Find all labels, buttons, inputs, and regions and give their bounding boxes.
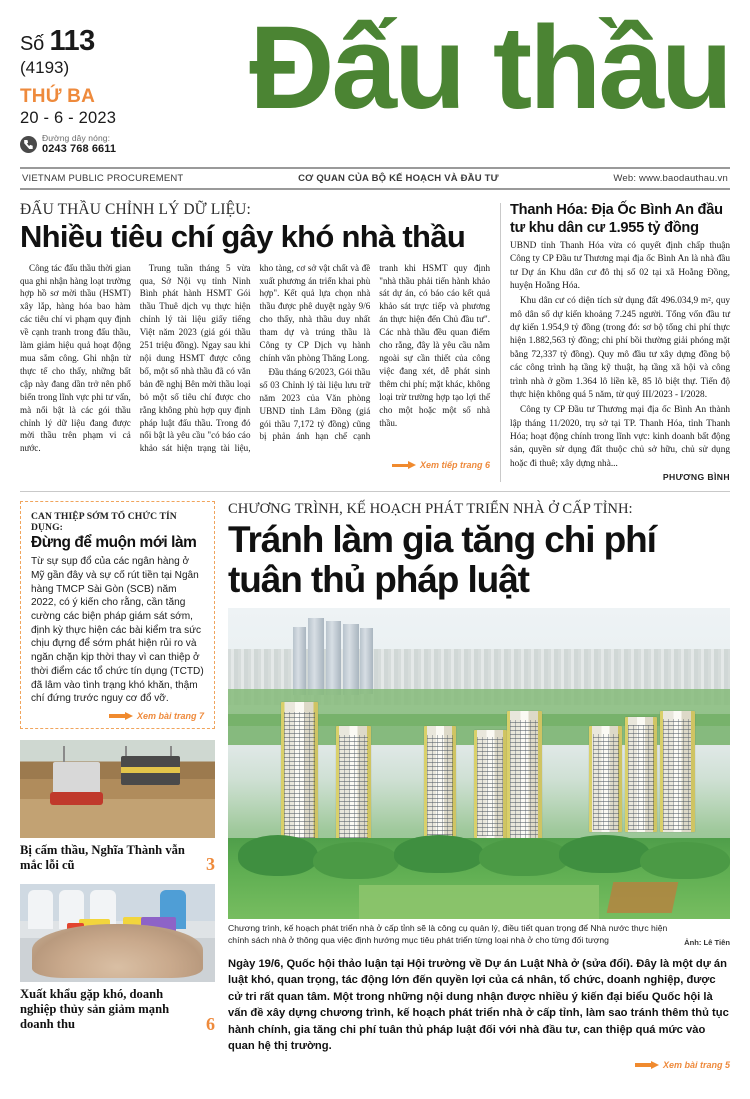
masthead-info: [20, 18, 168, 156]
feature-caption-row: [228, 923, 730, 947]
hotline: [20, 134, 168, 156]
lead-body: [20, 262, 490, 456]
tagline-right: Web: www.baodauthau.vn: [613, 173, 728, 184]
publication-date: 20 - 6 - 2023: [20, 108, 117, 127]
feature-headline[interactable]: Tránh làm gia tăng chi phí tuân thủ pháp luật: [228, 519, 656, 600]
boxed-jump-link[interactable]: [31, 711, 204, 721]
tagline-bar: [20, 167, 730, 190]
newspaper-logo: Đấu thầu: [249, 2, 730, 134]
arrow-right-icon: [392, 461, 416, 470]
feature-story: [215, 501, 730, 1070]
lead-jump-label: Xem tiếp trang 6: [419, 460, 490, 471]
section-divider: [20, 491, 730, 492]
feature-caption: Chương trình, kế hoạch phát triển nhà ở cấp tỉnh sẽ là công cụ quản lý, điều tiết quan trọng để Nhà nước thực hiện chính sách nhà ở thông qua việc định hướng mục tiêu phát triển từng loại nhà ở cho từng đối tượng: [228, 923, 668, 946]
phone-icon: [20, 136, 37, 153]
lead-story: [20, 201, 500, 482]
lead-kicker: ĐẤU THẦU CHỈNH LÝ DỮ LIỆU:: [20, 201, 251, 218]
thanhhoa-story: [510, 201, 730, 482]
boxed-headline[interactable]: Đừng để muộn mới làm: [31, 534, 197, 552]
issue-code: (4193): [20, 58, 70, 78]
thanhhoa-byline: PHƯƠNG BÌNH: [662, 472, 730, 483]
issue-line: [20, 26, 168, 56]
lead-headline[interactable]: Nhiều tiêu chí gây khó nhà thầu: [20, 218, 466, 254]
issue-label: Số: [20, 33, 45, 55]
arrow-right-icon: [635, 1060, 659, 1069]
sidebar-promo-2[interactable]: [20, 884, 215, 1032]
hotline-number: 0243 768 6611: [42, 143, 117, 156]
feature-lead: Ngày 19/6, Quốc hội thảo luận tại Hội trường về Dự án Luật Nhà ở (sửa đổi). Đây là một dự án luật khó, quan trọng, tác động lớn đến quyền lợi của cá nhân, tổ chức, doanh nghiệp, được cử tri rất quan tâm. Một trong những nội dung nhận được nhiều ý kiến đại biểu Quốc hội là vấn đề xây dựng chương trình, kế hoạch phát triển nhà ở cấp tỉnh, làm sao tránh thêm thủ tục hành chính, gia tăng chi phí tuân thủ pháp luật đối với nhà đầu tư, can thiệp quá mức vào quan hệ thị trường.: [228, 958, 729, 1053]
thanhhoa-body: [510, 240, 730, 471]
weekday: THỨ BA: [20, 85, 96, 107]
hotline-label: Đường dây nóng:: [42, 132, 111, 143]
arrow-right-icon: [109, 711, 133, 720]
tagline-center: CƠ QUAN CỦA BỘ KẾ HOẠCH VÀ ĐẦU TƯ: [298, 173, 499, 184]
promo-title[interactable]: Xuất khẩu gặp khó, doanh nghiệp thủy sản giảm mạnh doanh thu: [20, 987, 170, 1032]
feature-jump-label: Xem bài trang 5: [662, 1059, 730, 1070]
boxed-kicker: CAN THIỆP SỚM TỔ CHỨC TÍN DỤNG:: [31, 511, 177, 534]
sidebar-boxed-story[interactable]: [20, 501, 215, 729]
thanhhoa-paragraph: Khu dân cư có diện tích sử dụng đất 496.034,9 m², quy mô dân số dự kiến khoảng 7.245 người. Tổng vốn đầu tư dự kiến 1.954,9 tỷ đồng (trong đó: sơ bộ tổng chi phí thực hiện 1.882,563 tỷ đồng; chi phí bồi thường giải phóng mặt bằng 72,337 tỷ đồng). Quy mô đầu tư xây dựng đồng bộ các công trình hạ tầng kỹ thuật, hạ tầng xã hội và công trình nhà ở gồm 1.364 lô liền kề, 85 lô biệt thự. Tiến độ thực hiện không quá 5 năm, từ quý III/2023 - I/2028.: [510, 296, 730, 400]
promo-page-number: 3: [206, 854, 215, 875]
sidebar: [20, 501, 215, 1070]
lower-section: [20, 501, 730, 1070]
feature-kicker: CHƯƠNG TRÌNH, KẾ HOẠCH PHÁT TRIỂN NHÀ Ở CẤP TỈNH:: [228, 501, 633, 518]
feature-jump-link[interactable]: [228, 1060, 730, 1070]
masthead-title-area: [168, 2, 730, 134]
seafood-processing-photo: [20, 884, 215, 982]
road-construction-photo: [20, 740, 215, 838]
vertical-divider: [500, 203, 501, 482]
promo-page-number: 6: [206, 1013, 215, 1034]
top-section: [20, 201, 730, 482]
thanhhoa-paragraph: Công ty CP Đầu tư Thương mại địa ốc Bình An thành lập tháng 11/2020, trụ sở tại TP. Thanh Hóa, tỉnh Thanh Hóa; hoạt động chính trong lĩnh vực: kinh doanh bất động sản, quyền sử dụng đất thuộc chủ sở hữu, chủ sử dụng hoặc đi thuê; xây dựng nhà...: [510, 405, 730, 469]
thanhhoa-headline[interactable]: Thanh Hóa: Địa Ốc Bình An đầu tư khu dân cư 1.955 tỷ đồng: [510, 202, 723, 237]
promo-title[interactable]: Bị cấm thầu, Nghĩa Thành vẫn mắc lỗi cũ: [20, 842, 185, 873]
issue-number: 113: [49, 25, 95, 57]
feature-photo-credit: Ảnh: Lê Tiên: [684, 938, 730, 947]
aerial-view-apartment-towers: [228, 608, 730, 919]
boxed-body: Từ sự sụp đổ của các ngân hàng ở Mỹ gần đây và sự cố rút tiền tại Ngân hàng TMCP Sài Gòn (SCB) năm 2022, có ý kiến cho rằng, cần tăng cường các biện pháp giám sát sớm, định kỳ thực hiện các bài kiểm tra sức chịu đựng để sớm phát hiện rủi ro và ngăn chặn kịp thời thay vì can thiệp ở thời điểm các tổ chức tín dụng (TCTD) đã lâm vào tình trạng khó khăn, thậm chí đứng trước nguy cơ đổ vỡ.: [31, 556, 204, 705]
lead-jump-link[interactable]: [20, 460, 490, 470]
lead-paragraph: Công tác đấu thầu thời gian qua ghi nhận hàng loạt trường hợp hồ sơ mời thầu (HSMT) xây lắp, hàng hóa bao hàm các tiêu chí vi phạm quy định về cạnh tranh trong đấu thầu, làm giảm hiệu quả hoạt động mua sắm công. Ghi nhận từ thực tế cho thấy, những bất cập này đang dần trở nên phổ biến trong lĩnh vực phi tư vấn, mà nổi bật là các gói thầu chỉnh lý dữ liệu đang được mời thầu trên phạm vi cả nước.: [20, 262, 131, 454]
lead-paragraph: Trung tuần tháng 5 vừa qua, Sở Nội vụ tỉnh Ninh Bình phát hành HSMT Gói thầu Thuê dịch vụ thực hiện chỉnh lý tài liệu giấy tiếng Việt năm 2023 (giá gói thầu 251 triệu đồng). Ngay sau khi nội dung HSMT được công bố, một số nhà thầu đã có văn bản đề nghị Bên mời thầu loại bỏ một số tiêu chí được cho rằng không phù hợp quy định pháp luật đấu thầu. Trong đó nổi bật là yêu cầu "có báo cáo khảo sát hiện trạng tài liệu, kho tàng, cơ sở vật chất và đề xuất phương án triển khai phù hợp". Kết quả lựa chọn nhà thầu được phê duyệt ngày 9/6 cho thấy, nhà thầu duy nhất tham dự và trúng thầu là Công ty CP Dịch vụ hành chính văn phòng Thăng Long.: [139, 262, 371, 454]
sidebar-promo-1[interactable]: [20, 740, 215, 873]
thanhhoa-paragraph: UBND tỉnh Thanh Hóa vừa có quyết định chấp thuận Công ty CP Đầu tư Thương mại địa ốc Bình An là nhà đầu tư Dự án Khu dân cư đô thị số 02 tại xã Hoằng Đồng, huyện Hoằng Hóa.: [510, 240, 730, 291]
lead-paragraph: Đầu tháng 6/2023, Gói thầu số 03 Chỉnh lý tài liệu lưu trữ năm 2023 của Văn phòng UBND tỉnh Lâm Đồng (giá gói thầu 7,172 tỷ đồng) cũng bị phản ánh hạn chế cạnh tranh khi HSMT quy định "nhà thầu phải tiến hành khảo sát dự án, có báo cáo kết quả khảo sát trực tiếp và phương án thực hiện đến Chủ đầu tư". Các nhà thầu đều quan điểm cho rằng, đây là yêu cầu nằm ngoài sự cần thiết của công việc đang xét, dễ phát sinh thêm chi phí; mặt khác, không loại trừ trường hợp tạo lợi thế cho một hoặc một số nhà thầu.: [259, 262, 490, 442]
tagline-left: VIETNAM PUBLIC PROCUREMENT: [22, 173, 184, 184]
masthead: [20, 0, 730, 165]
boxed-jump-label: Xem bài trang 7: [136, 710, 204, 721]
